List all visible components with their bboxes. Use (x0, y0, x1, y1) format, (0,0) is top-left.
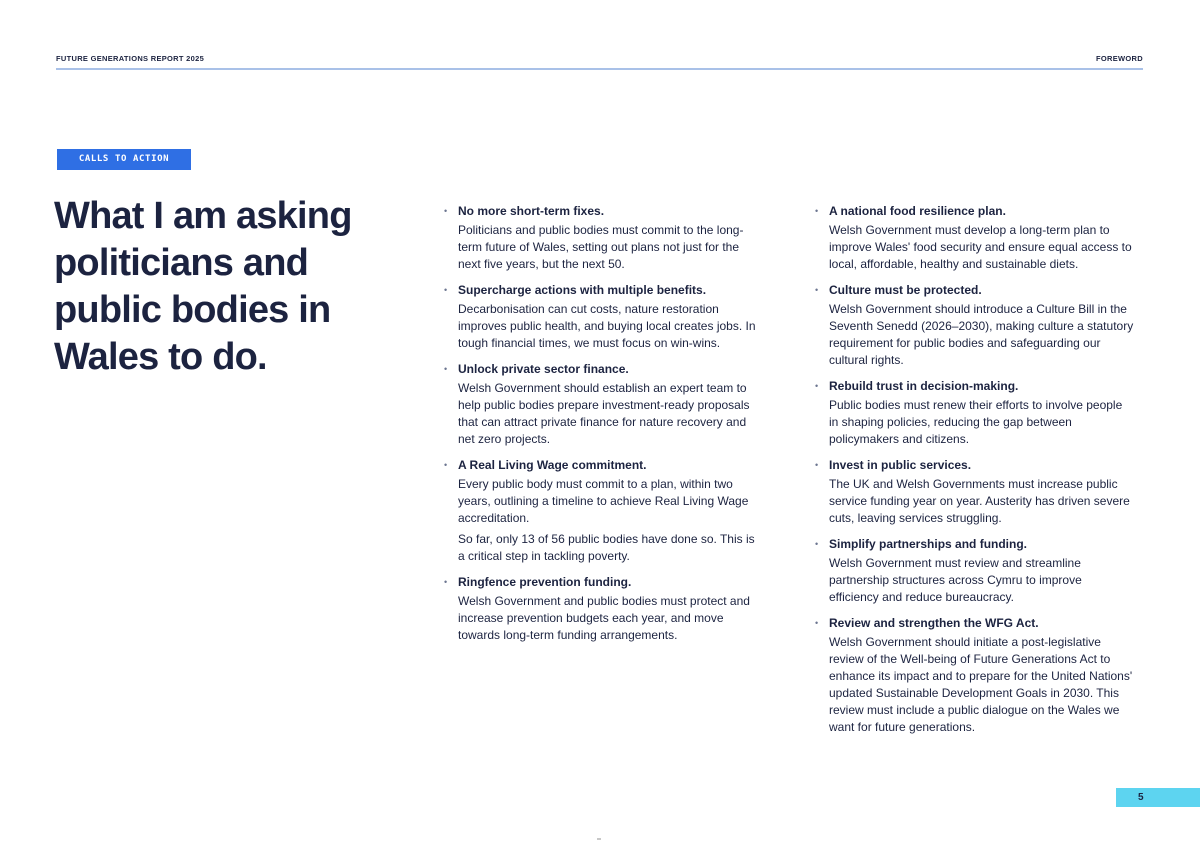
item-body: Every public body must commit to a plan, within two years, outlining a timeline to achieve Real Living Wage accreditation. (458, 477, 749, 525)
item-body: Politicians and public bodies must commit to the long-term future of Wales, setting out plans not just for the next five years, but the next 50. (458, 223, 744, 271)
header-divider (56, 68, 1143, 70)
item-body: Welsh Government should introduce a Culture Bill in the Seventh Senedd (2026–2030), making culture a statutory requirement for public bodies and safeguarding our cultural rights. (829, 302, 1134, 367)
list-item (814, 378, 1134, 448)
item-title: A Real Living Wage commitment. (458, 458, 647, 472)
item-title: Invest in public services. (829, 458, 972, 472)
item-body: Welsh Government and public bodies must protect and increase prevention budgets each year, and move towards long-term funding arrangements. (458, 594, 750, 642)
item-title: Supercharge actions with multiple benefits. (458, 283, 707, 297)
page-number-tab: 5 (1116, 788, 1200, 807)
list-item (443, 457, 763, 565)
bullet-icon: • (444, 285, 448, 295)
page-heading: What I am asking politicians and public bodies in Wales to do. (54, 195, 352, 378)
report-title: FUTURE GENERATIONS REPORT 2025 (56, 54, 205, 63)
list-item (814, 615, 1134, 736)
bullet-icon: • (815, 618, 819, 628)
bullet-icon: • (444, 460, 448, 470)
bullet-icon: • (444, 577, 448, 587)
left-column-list (443, 203, 763, 653)
item-title: No more short-term fixes. (458, 204, 605, 218)
list-item (814, 203, 1134, 273)
item-title: Rebuild trust in decision-making. (829, 379, 1019, 393)
item-body: Public bodies must renew their efforts to involve people in shaping policies, reducing the gap between policymakers and citizens. (829, 398, 1123, 446)
item-body: Decarbonisation can cut costs, nature restoration improves public health, and buying local creates jobs. In tough financial times, we must focus on win-wins. (458, 302, 756, 350)
item-title: Culture must be protected. (829, 283, 982, 297)
bullet-icon: • (815, 381, 819, 391)
bullet-icon: • (444, 364, 448, 374)
item-body-continued: So far, only 13 of 56 public bodies have done so. This is a critical step in tackling poverty. (458, 532, 755, 563)
item-title: Ringfence prevention funding. (458, 575, 632, 589)
item-body: Welsh Government should initiate a post-legislative review of the Well-being of Future Generations Act to enhance its impact and to prepare for the United Nations' updated Sustainable Development Goals in 2030. This review must include a public dialogue on the Wales we want for future generations. (829, 635, 1133, 734)
item-body: The UK and Welsh Governments must increase public service funding year on year. Austerity has driven severe cuts, leaving services struggling. (829, 477, 1130, 525)
bullet-icon: • (815, 539, 819, 549)
list-item (443, 574, 763, 644)
bullet-icon: • (815, 206, 819, 216)
item-body: Welsh Government should establish an expert team to help public bodies prepare investment-ready proposals that can attract private finance for nature recovery and net zero projects. (458, 381, 750, 446)
list-item (814, 282, 1134, 369)
list-item (443, 282, 763, 352)
section-name: FOREWORD (1096, 54, 1143, 63)
bullet-icon: • (815, 460, 819, 470)
footer-mark (597, 838, 601, 840)
item-body: Welsh Government must review and streamline partnership structures across Cymru to improve efficiency and reduce bureaucracy. (829, 556, 1082, 604)
bullet-icon: • (815, 285, 819, 295)
item-title: Simplify partnerships and funding. (829, 537, 1028, 551)
list-item (443, 203, 763, 273)
item-title: Unlock private sector finance. (458, 362, 629, 376)
right-column-list (814, 203, 1134, 745)
item-body: Welsh Government must develop a long-term plan to improve Wales' food security and ensure equal access to local, affordable, healthy and sustainable diets. (829, 223, 1132, 271)
calls-to-action-tag: CALLS TO ACTION (57, 149, 191, 170)
list-item (814, 457, 1134, 527)
item-title: A national food resilience plan. (829, 204, 1006, 218)
item-title: Review and strengthen the WFG Act. (829, 616, 1039, 630)
list-item (443, 361, 763, 448)
bullet-icon: • (444, 206, 448, 216)
list-item (814, 536, 1134, 606)
